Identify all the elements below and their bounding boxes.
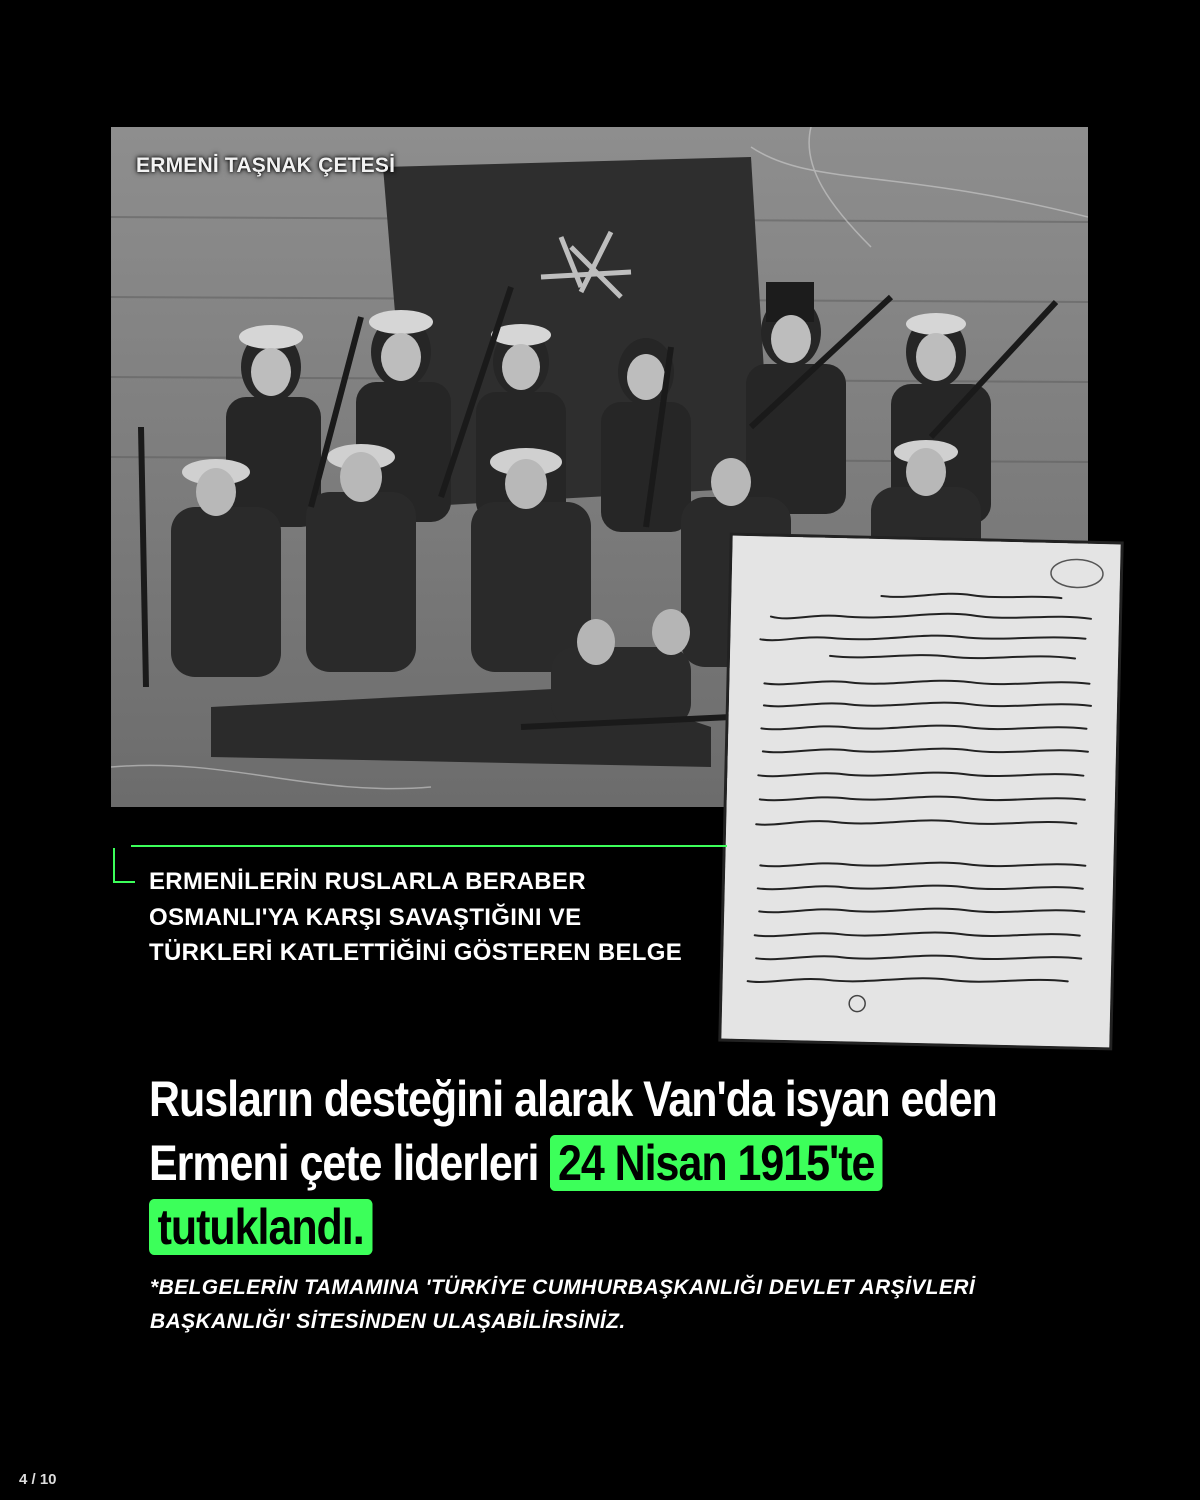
accent-bracket-vertical: [113, 848, 115, 883]
page-indicator: 4 / 10: [19, 1471, 57, 1488]
photo-caption: ERMENİ TAŞNAK ÇETESİ: [136, 154, 396, 177]
accent-bracket-horizontal: [113, 881, 135, 883]
headline: [149, 1067, 1000, 1259]
ottoman-document-image: [721, 536, 1120, 1048]
headline-text: Rusların desteğini alarak Van'da isyan eden Ermeni çete liderleri: [149, 1071, 997, 1191]
document-caption: ERMENİLERİN RUSLARLA BERABER OSMANLI'YA KARŞI SAVAŞTIĞINI VE TÜRKLERİ KATLETTİĞİNİ GÖSTEREN BELGE: [149, 868, 683, 966]
handwriting-illustration: [721, 536, 1120, 1048]
source-footnote: *BELGELERİN TAMAMINA 'TÜRKİYE CUMHURBAŞKANLIĞI DEVLET ARŞİVLERİ BAŞKANLIĞI' SİTESİNDEN ULAŞABİLİRSİNİZ.: [150, 1276, 976, 1333]
accent-rule: [131, 845, 727, 847]
headline-highlight: 24 Nisan 1915'te tutuklandı.: [149, 1135, 883, 1255]
